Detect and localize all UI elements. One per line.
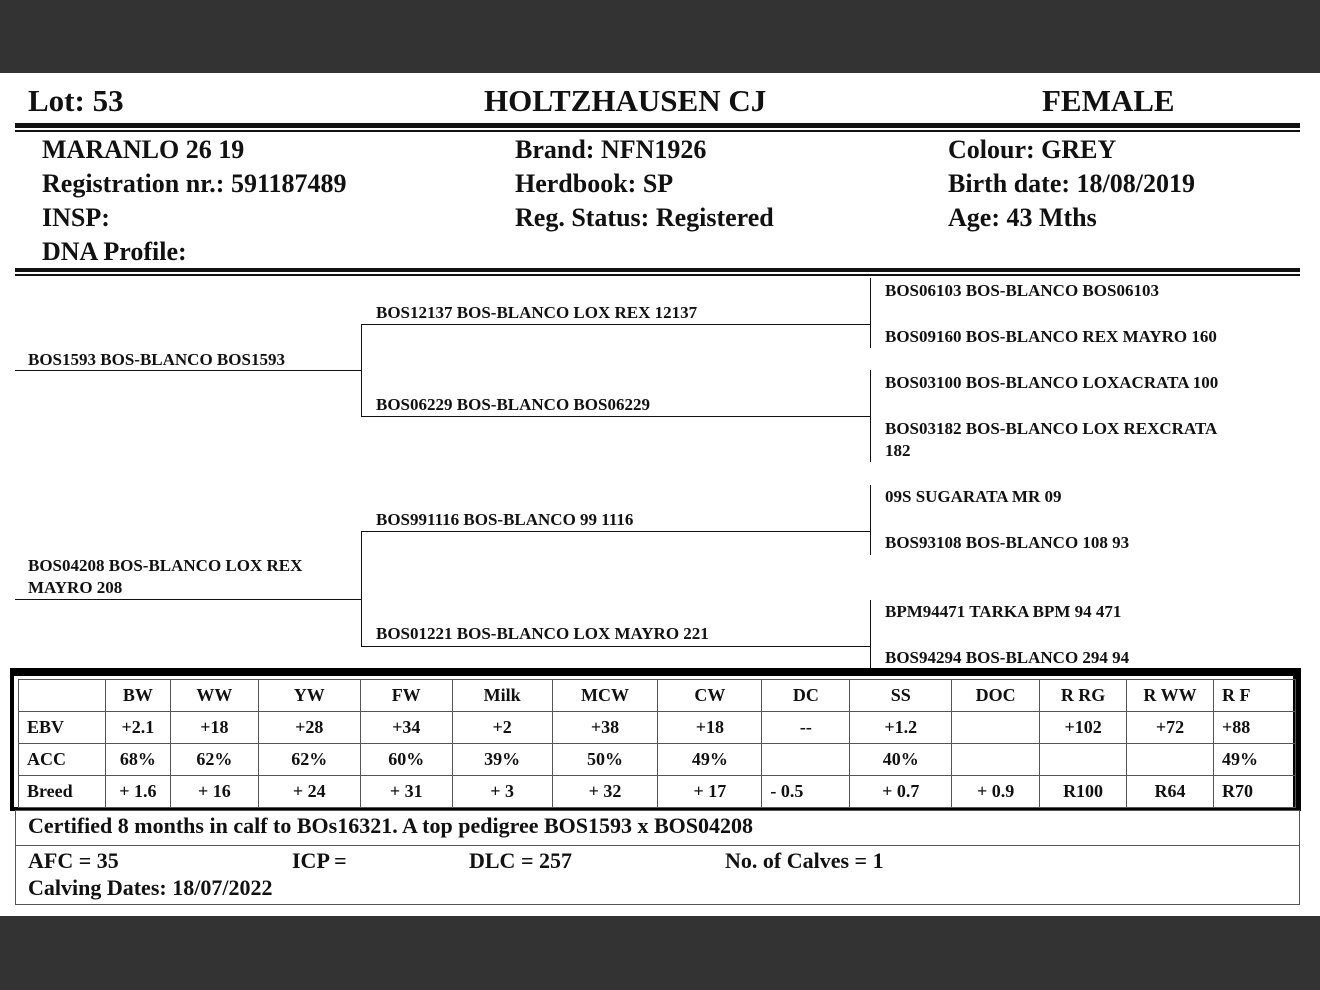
table-cell: 39% bbox=[452, 744, 552, 776]
ebv-table bbox=[18, 679, 1296, 808]
sire: BOS1593 BOS-BLANCO BOS1593 bbox=[28, 350, 285, 369]
column-header: FW bbox=[360, 680, 452, 712]
table-cell: R64 bbox=[1127, 776, 1214, 808]
owner: HOLTZHAUSEN CJ bbox=[484, 83, 767, 118]
table-cell: R100 bbox=[1040, 776, 1127, 808]
age: Age: 43 Mths bbox=[948, 203, 1097, 232]
table-cell: +102 bbox=[1040, 712, 1127, 744]
table-row bbox=[19, 712, 1296, 744]
animal-info-middle bbox=[515, 133, 774, 235]
column-header: R RG bbox=[1040, 680, 1127, 712]
row-label: Breed bbox=[19, 776, 106, 808]
sex: FEMALE bbox=[1042, 83, 1175, 118]
column-header bbox=[19, 680, 106, 712]
insp: INSP: bbox=[42, 203, 110, 232]
lot-number: Lot: 53 bbox=[28, 83, 124, 118]
column-header: CW bbox=[658, 680, 762, 712]
table-cell: 49% bbox=[658, 744, 762, 776]
divider bbox=[15, 274, 1300, 276]
dam-dam-dam: BOS94294 BOS-BLANCO 294 94 bbox=[885, 648, 1130, 667]
column-header: DOC bbox=[952, 680, 1040, 712]
sire-sire: BOS12137 BOS-BLANCO LOX REX 12137 bbox=[376, 303, 698, 322]
sire-dam-sire: BOS03100 BOS-BLANCO LOXACRATA 100 bbox=[885, 373, 1219, 392]
dam-dam-sire: BPM94471 TARKA BPM 94 471 bbox=[885, 602, 1122, 621]
table-cell: + 32 bbox=[552, 776, 658, 808]
table-header-row bbox=[19, 680, 1296, 712]
lot-card bbox=[0, 73, 1320, 916]
table-cell bbox=[952, 744, 1040, 776]
dlc: DLC = 257 bbox=[469, 848, 572, 873]
animal-info-left bbox=[42, 133, 347, 269]
table-cell: +2 bbox=[452, 712, 552, 744]
sire-dam: BOS06229 BOS-BLANCO BOS06229 bbox=[376, 395, 650, 414]
table-cell: - 0.5 bbox=[762, 776, 850, 808]
table-cell: +72 bbox=[1127, 712, 1214, 744]
divider bbox=[15, 130, 1300, 132]
dam-dam: BOS01221 BOS-BLANCO LOX MAYRO 221 bbox=[376, 624, 709, 643]
column-header: MCW bbox=[552, 680, 658, 712]
brand: Brand: NFN1926 bbox=[515, 135, 707, 164]
table-cell: + 3 bbox=[452, 776, 552, 808]
dam: BOS04208 BOS-BLANCO LOX REX MAYRO 208 bbox=[28, 556, 303, 597]
animal-info-right bbox=[948, 133, 1195, 235]
no-of-calves: No. of Calves = 1 bbox=[725, 848, 884, 873]
column-header: R WW bbox=[1127, 680, 1214, 712]
calving-dates: Calving Dates: 18/07/2022 bbox=[28, 875, 273, 900]
table-cell bbox=[952, 712, 1040, 744]
table-cell: 62% bbox=[258, 744, 360, 776]
column-header: R F bbox=[1213, 680, 1295, 712]
table-cell: + 17 bbox=[658, 776, 762, 808]
table-row bbox=[19, 776, 1296, 808]
column-header: DC bbox=[762, 680, 850, 712]
table-cell bbox=[1040, 744, 1127, 776]
table-cell: + 1.6 bbox=[105, 776, 170, 808]
table-cell: + 16 bbox=[170, 776, 258, 808]
table-cell: +38 bbox=[552, 712, 658, 744]
table-cell: +88 bbox=[1213, 712, 1295, 744]
table-cell: 40% bbox=[850, 744, 952, 776]
table-cell: -- bbox=[762, 712, 850, 744]
table-cell: + 31 bbox=[360, 776, 452, 808]
column-header: Milk bbox=[452, 680, 552, 712]
animal-name: MARANLO 26 19 bbox=[42, 135, 245, 164]
table-cell: + 0.7 bbox=[850, 776, 952, 808]
row-label: ACC bbox=[19, 744, 106, 776]
table-cell bbox=[1127, 744, 1214, 776]
table-cell: 60% bbox=[360, 744, 452, 776]
table-cell: + 0.9 bbox=[952, 776, 1040, 808]
table-cell: +18 bbox=[658, 712, 762, 744]
table-cell: +34 bbox=[360, 712, 452, 744]
table-cell: +28 bbox=[258, 712, 360, 744]
table-row bbox=[19, 744, 1296, 776]
reg-status: Reg. Status: Registered bbox=[515, 203, 774, 232]
sire-dam-dam: BOS03182 BOS-BLANCO LOX REXCRATA 182 bbox=[885, 419, 1218, 460]
column-header: WW bbox=[170, 680, 258, 712]
table-cell: R70 bbox=[1213, 776, 1295, 808]
sire-sire-dam: BOS09160 BOS-BLANCO REX MAYRO 160 bbox=[885, 327, 1217, 346]
table-cell: +1.2 bbox=[850, 712, 952, 744]
afc: AFC = 35 bbox=[28, 848, 119, 873]
registration: Registration nr.: 591187489 bbox=[42, 169, 347, 198]
icp: ICP = bbox=[292, 848, 347, 873]
table-cell: 68% bbox=[105, 744, 170, 776]
divider bbox=[15, 268, 1300, 272]
dam-sire-sire: 09S SUGARATA MR 09 bbox=[885, 487, 1062, 506]
colour: Colour: GREY bbox=[948, 135, 1117, 164]
column-header: SS bbox=[850, 680, 952, 712]
divider bbox=[15, 123, 1300, 128]
table-cell: 50% bbox=[552, 744, 658, 776]
table-cell bbox=[762, 744, 850, 776]
table-cell: + 24 bbox=[258, 776, 360, 808]
dam-sire-dam: BOS93108 BOS-BLANCO 108 93 bbox=[885, 533, 1130, 552]
table-cell: 62% bbox=[170, 744, 258, 776]
calving-info bbox=[15, 845, 1300, 905]
column-header: BW bbox=[105, 680, 170, 712]
remarks: Certified 8 months in calf to BOs16321. A top pedigree BOS1593 x BOS04208 bbox=[15, 810, 1300, 846]
sire-sire-sire: BOS06103 BOS-BLANCO BOS06103 bbox=[885, 281, 1159, 300]
table-cell: +18 bbox=[170, 712, 258, 744]
birth-date: Birth date: 18/08/2019 bbox=[948, 169, 1195, 198]
column-header: YW bbox=[258, 680, 360, 712]
table-cell: 49% bbox=[1213, 744, 1295, 776]
dam-sire: BOS991116 BOS-BLANCO 99 1116 bbox=[376, 510, 634, 529]
herdbook: Herdbook: SP bbox=[515, 169, 674, 198]
table-cell: +2.1 bbox=[105, 712, 170, 744]
row-label: EBV bbox=[19, 712, 106, 744]
dna-profile: DNA Profile: bbox=[42, 237, 187, 266]
